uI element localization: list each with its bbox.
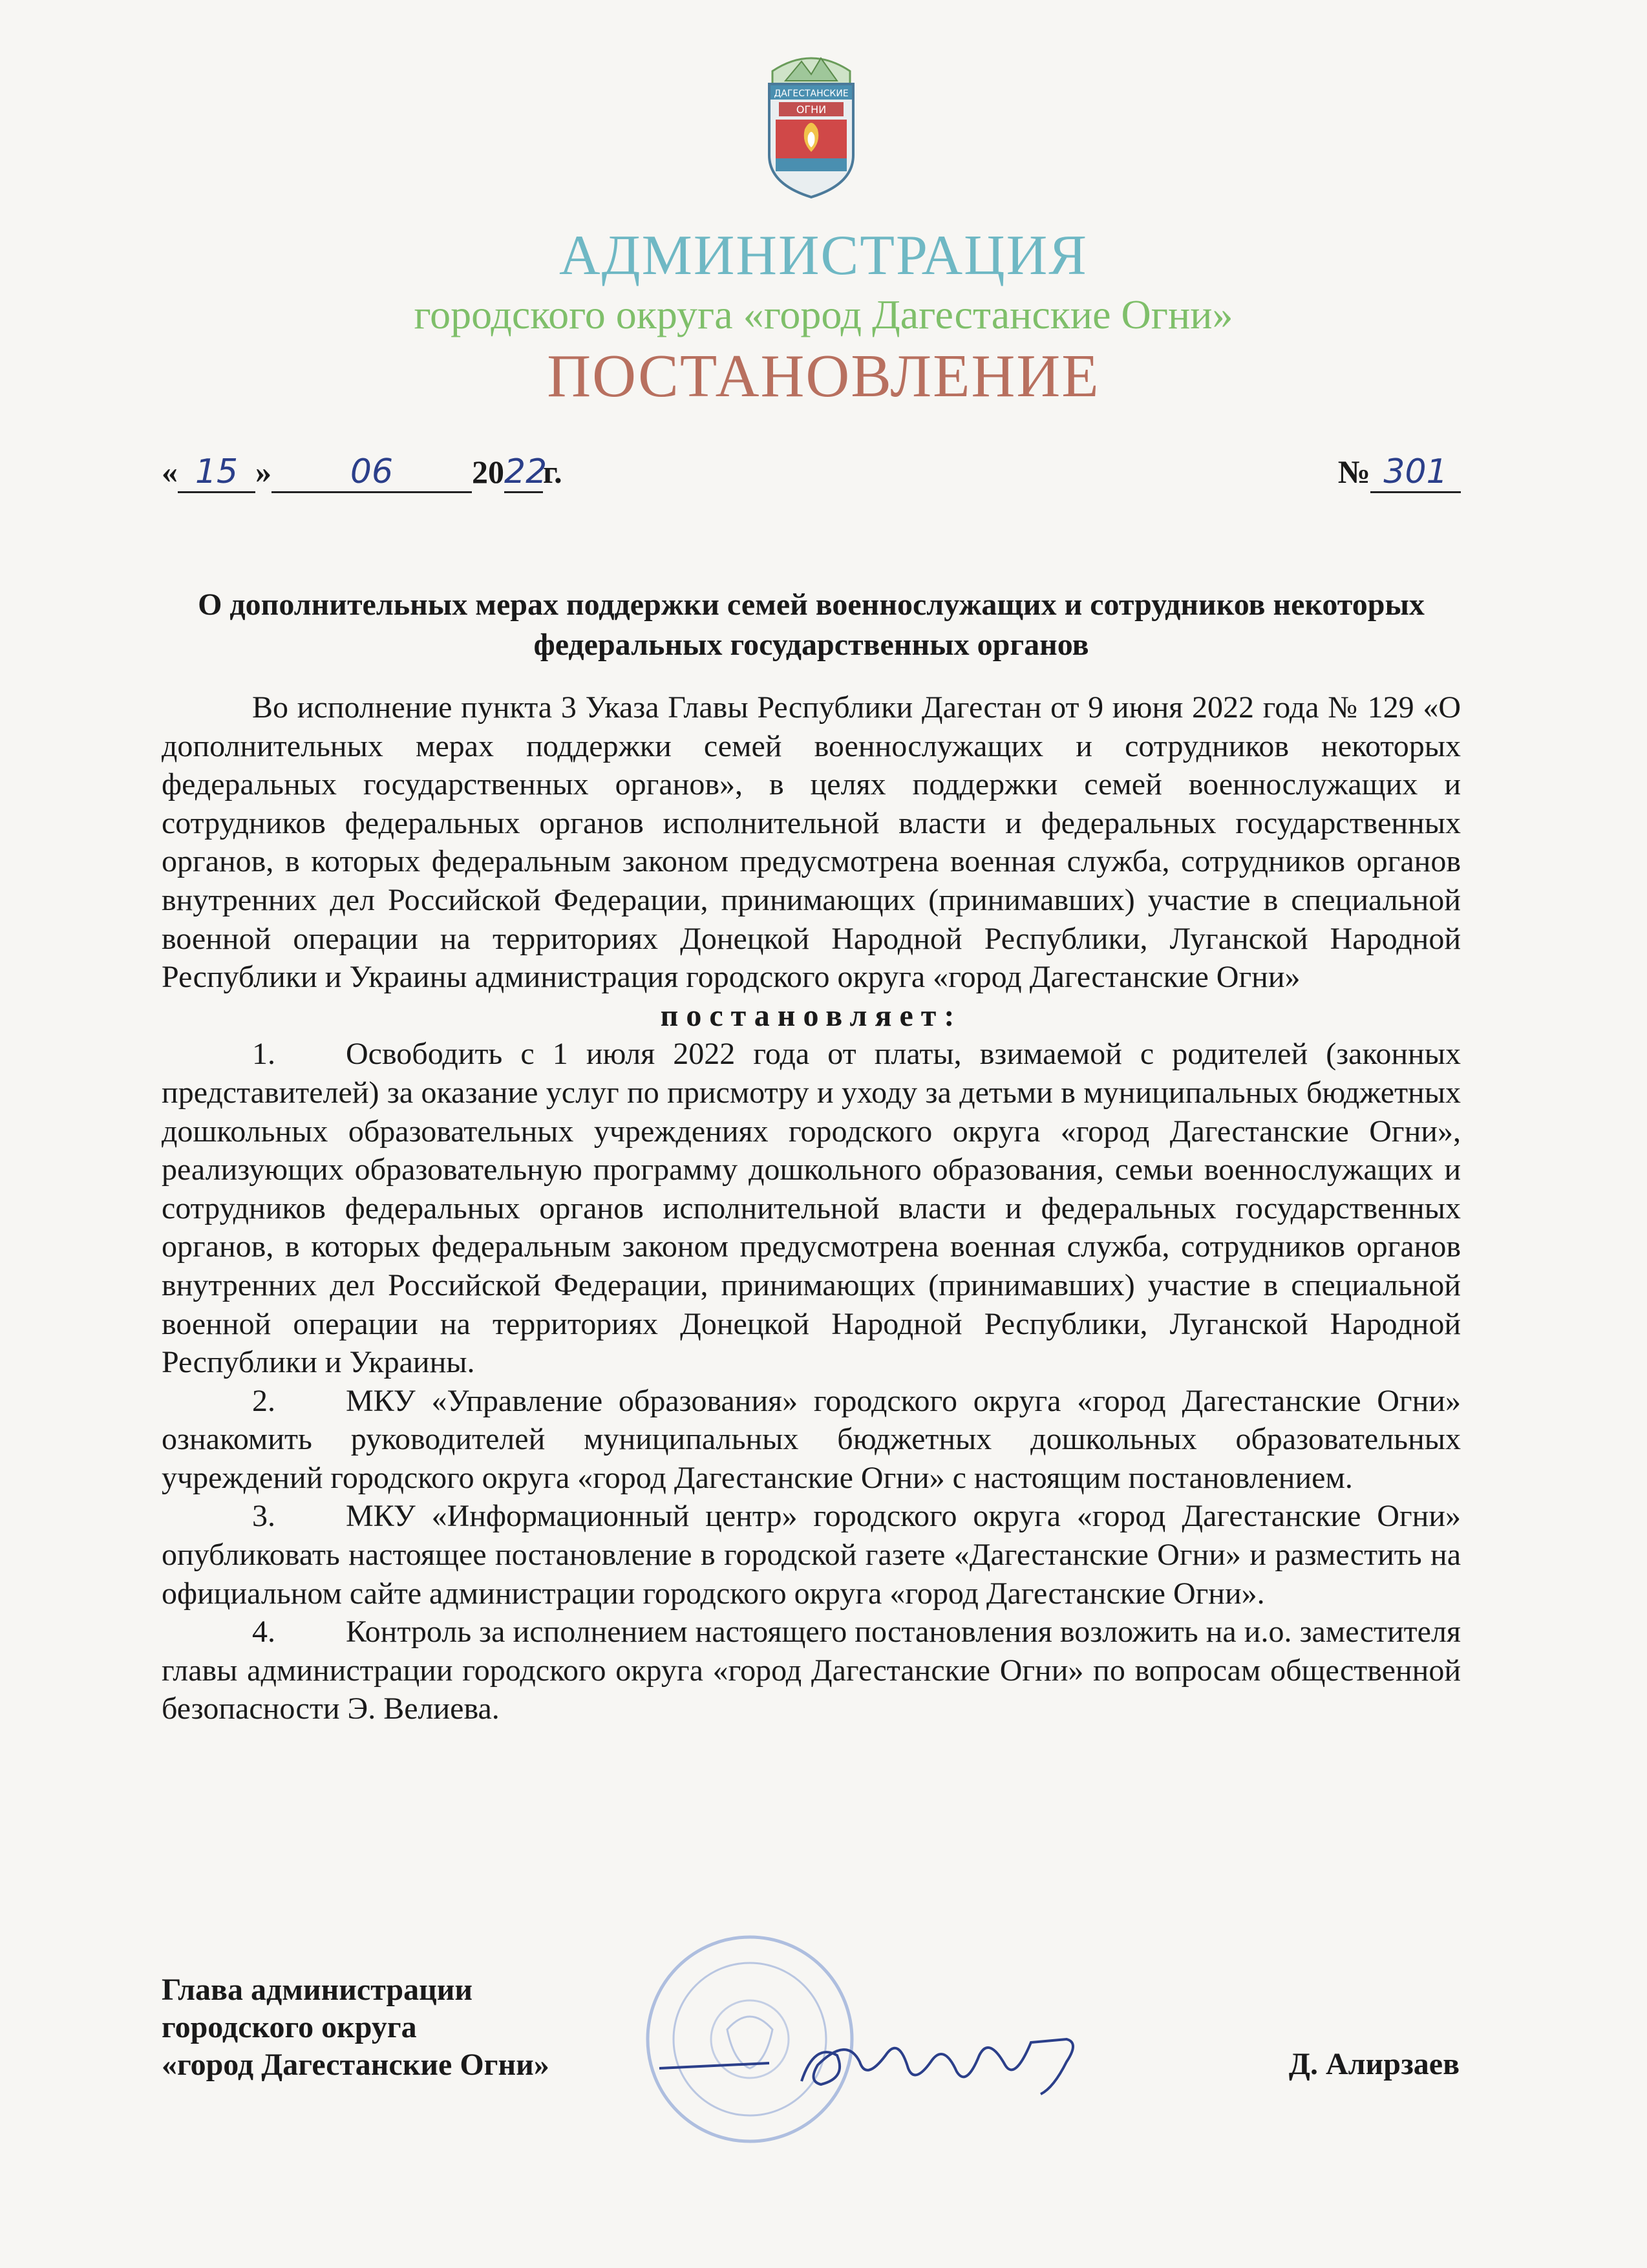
item-number: 4. (252, 1615, 275, 1649)
signatory-name: Д. Алирзаев (1288, 2047, 1460, 2081)
list-item (162, 1382, 1461, 1498)
item-number: 1. (252, 1037, 275, 1072)
signatory-position (162, 1971, 549, 2084)
item-number: 3. (252, 1499, 275, 1534)
date-year-suffix: 22 (504, 452, 543, 493)
position-line: городского округа (162, 2010, 417, 2044)
date-year-unit: г. (543, 454, 562, 490)
organization-subtitle: городского округа «город Дагестанские Огни» (414, 291, 1233, 337)
position-line: «город Дагестанские Огни» (162, 2048, 549, 2082)
item-text: МКУ «Информационный центр» городского округа «город Дагестанские Огни» опубликовать настоящее постановление в городской газете «Дагестанские Огни» и разместить на официальном сайте администрации городского округа «город Дагестанские Огни». (162, 1499, 1461, 1611)
document-type: ПОСТАНОВЛЕНИЕ (547, 343, 1100, 410)
preamble: Во исполнение пункта 3 Указа Главы Республики Дагестан от 9 июня 2022 года № 129 «О дополнительных мерах поддержки семей военнослужащих и сотрудников некоторых федеральных государственных органов», в целях поддержки семей военнослужащих и сотрудников федеральных органов исполнительной власти и федеральных государственных органов, в которых федеральным законом предусмотрена военная служба, сотрудников органов внутренних дел Российской Федерации, принимающих (принимавших) участие в специальной военной операции на территориях Донецкой Народной Республики, Луганской Народной Республики и Украины администрация городского округа «город Дагестанские Огни» (162, 690, 1461, 995)
item-text: Освободить с 1 июля 2022 года от платы, взимаемой с родителей (законных представителей) за оказание услуг по присмотру и уходу за детьми в муниципальных бюджетных дошкольных образовательных учреждениях городского округа «город Дагестанские Огни», реализующих образовательную программу дошкольного образования, семьи военнослужащих и сотрудников федеральных органов исполнительной власти и федеральных государственных органов, в которых федеральным законом предусмотрена военная служба, сотрудников органов внутренних дел Российской Федерации, принимающих (принимавших) участие в специальной военной операции на территориях Донецкой Народной Республики, Луганской Народной Республики и Украины. (162, 1037, 1461, 1380)
list-item (162, 1497, 1461, 1613)
date-number-line (162, 452, 1461, 517)
item-text: Контроль за исполнением настоящего постановления возложить на и.о. заместителя главы администрации городского округа «город Дагестанские Огни» по вопросам общественной безопасности Э. Велиева. (162, 1615, 1461, 1726)
document-number (1338, 452, 1461, 493)
emblem-text-top: ДАГЕСТАНСКИЕ (774, 89, 849, 99)
document-body (162, 688, 1461, 1728)
organization-title: АДМИНИСТРАЦИЯ (559, 224, 1088, 287)
date: « 15 » 06 2022г. (162, 454, 562, 490)
item-number: 2. (252, 1383, 275, 1418)
position-line: Глава администрации (162, 1973, 473, 2007)
number-label: № (1337, 454, 1370, 490)
list-item (162, 1613, 1461, 1728)
city-emblem-icon (756, 45, 866, 200)
decree-word: постановляет: (660, 998, 962, 1033)
item-text: МКУ «Управление образования» городского округа «город Дагестанские Огни» ознакомить руководителей муниципальных бюджетных дошкольных образовательных учреждений городского округа «город Дагестанские Огни» с настоящим постановлением. (162, 1383, 1461, 1495)
number-value: 301 (1370, 452, 1461, 493)
date-year-prefix: 20 (472, 454, 504, 490)
date-month: 06 (271, 452, 472, 493)
emblem-text-bottom: ОГНИ (796, 103, 827, 116)
signature-icon (653, 2017, 1105, 2101)
document-title: О дополнительных мерах поддержки семей военнослужащих и сотрудников некоторых федеральных государственных органов (198, 588, 1425, 662)
date-day: 15 (178, 452, 255, 493)
list-item (162, 1035, 1461, 1381)
